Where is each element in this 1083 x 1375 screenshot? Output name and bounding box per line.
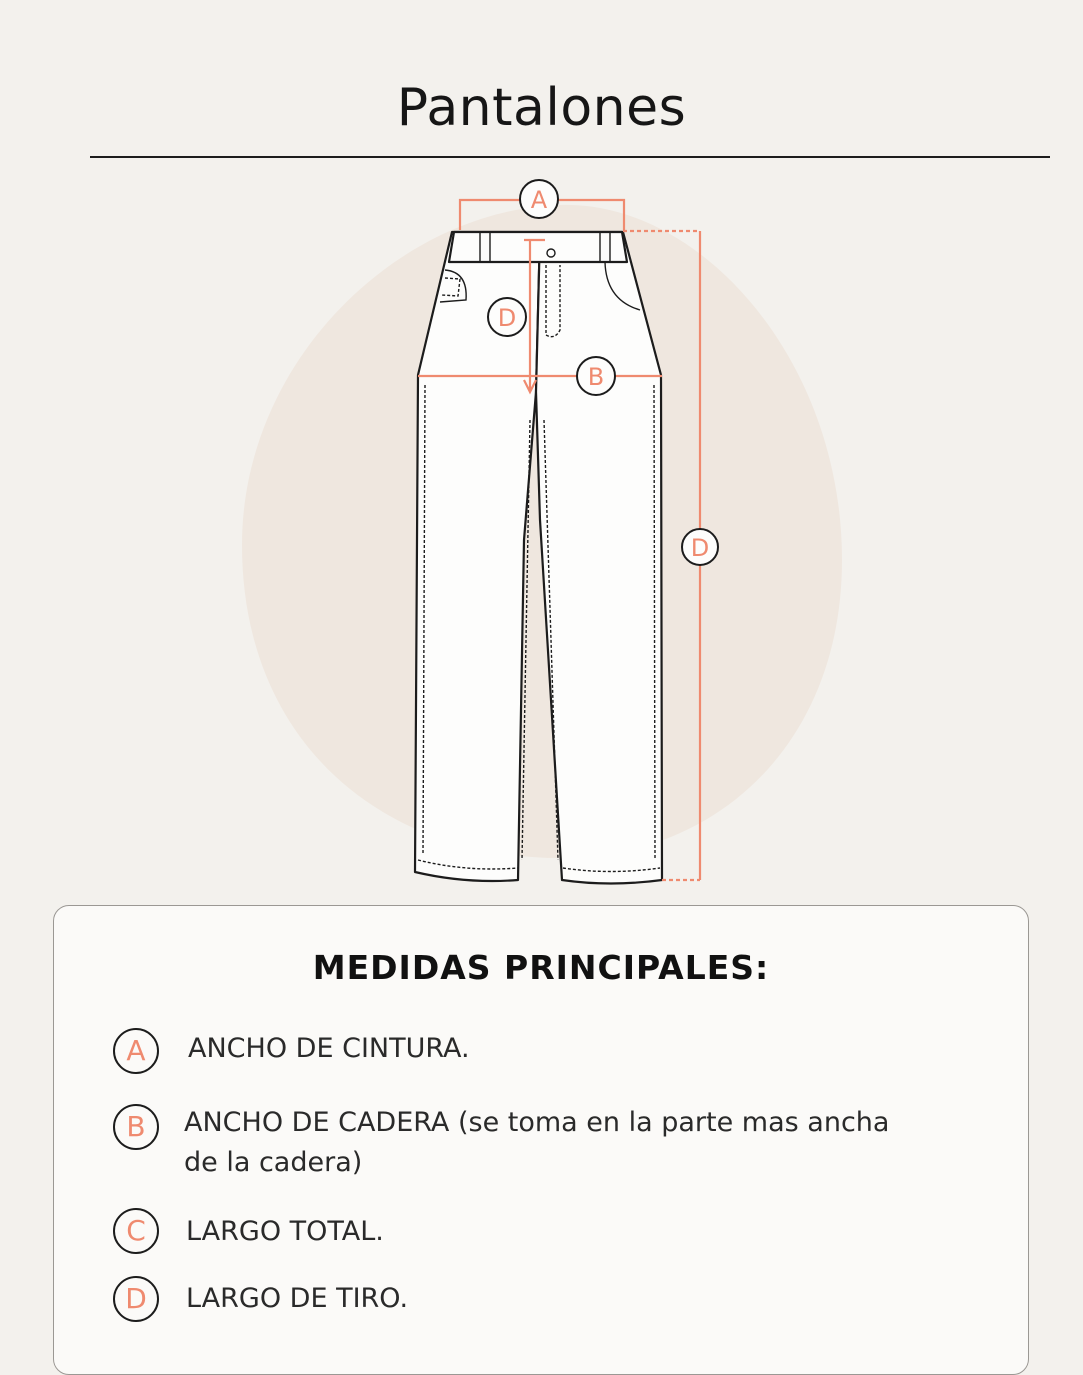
legend-item-text: LARGO TOTAL.	[186, 1216, 384, 1247]
marker-waist-label: A	[530, 186, 548, 214]
marker-waist	[520, 180, 558, 218]
legend-item-text: ANCHO DE CADERA (se toma en la parte mas ancha	[184, 1107, 890, 1138]
marker-rise-label: D	[497, 304, 517, 332]
marker-hip	[577, 357, 615, 395]
legend-item-text: ANCHO DE CINTURA.	[188, 1033, 470, 1064]
page-title: Pantalones	[396, 78, 687, 138]
marker-rise	[488, 298, 526, 336]
marker-hip-label: B	[587, 363, 605, 391]
marker-length	[682, 529, 718, 565]
legend-card	[53, 905, 1029, 1375]
letter-a-badge: A	[113, 1028, 159, 1074]
legend-item-text: LARGO DE TIRO.	[186, 1283, 409, 1314]
letter-c-badge: C	[113, 1208, 159, 1254]
legend-item-text-cont: de la cadera)	[184, 1147, 363, 1178]
letter-b-badge: B	[113, 1104, 159, 1150]
marker-length-label: D	[690, 534, 710, 562]
letter-d-badge: D	[113, 1276, 159, 1322]
legend-title: MEDIDAS PRINCIPALES:	[312, 948, 770, 987]
